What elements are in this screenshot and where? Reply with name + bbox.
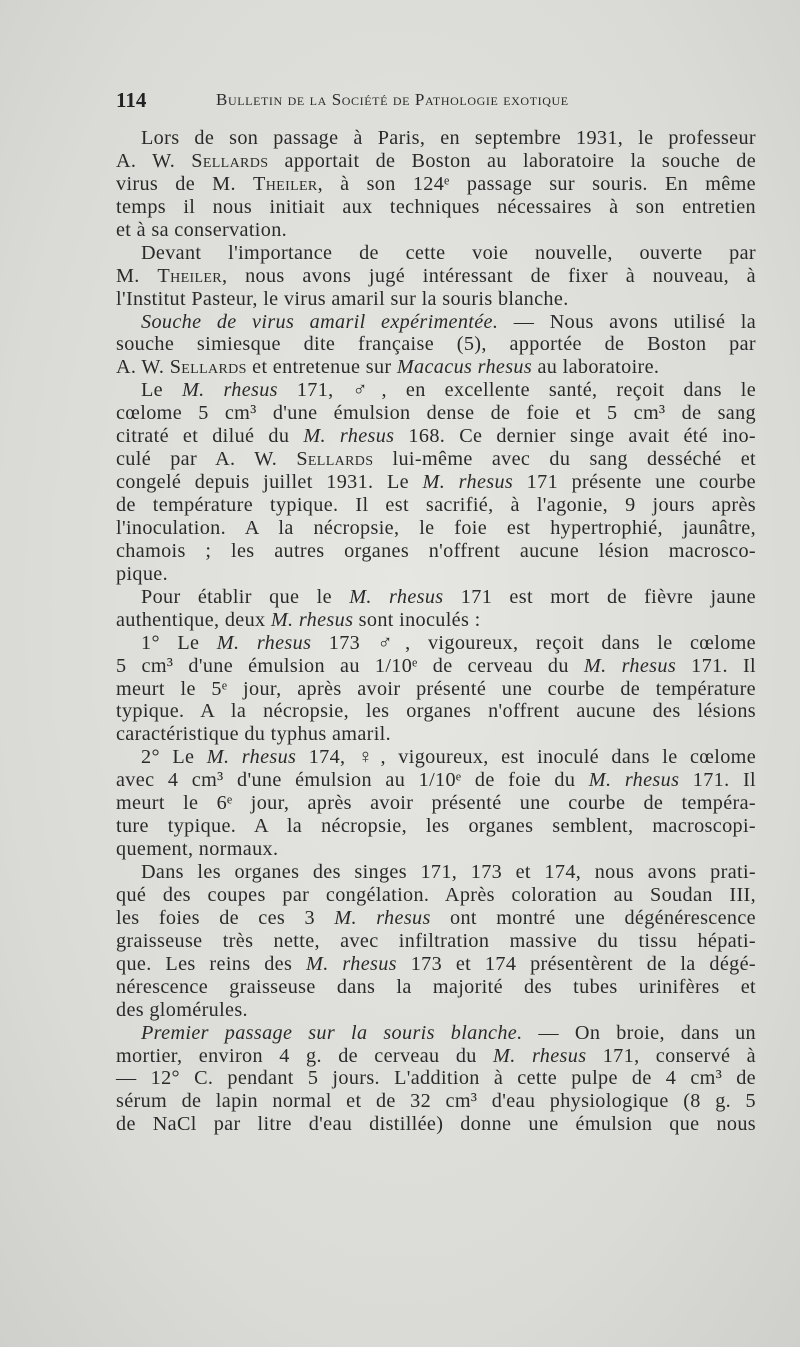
text-segment: de température typique. Il est sacrifié, à l'agonie, 9 jours après — [116, 494, 756, 516]
page-number: 114 — [116, 88, 147, 112]
text-segment: , à son 124ᵉ passage sur souris. En même — [317, 172, 756, 195]
text-segment: caractéristique du typhus amaril. — [116, 723, 392, 746]
text-line — [116, 586, 756, 609]
italic-text: Souche de virus amaril expérimentée. — [141, 310, 499, 333]
small-caps-name: Sellards — [296, 448, 374, 471]
text-line — [116, 907, 756, 930]
italic-text: M. rhesus — [349, 585, 444, 608]
italic-text: M. rhesus — [206, 746, 297, 769]
text-segment: lui-même avec du sang desséché et — [373, 448, 757, 471]
text-segment: ture typique. A la nécropsie, les organes semblent, macroscopi- — [116, 815, 756, 838]
text-segment: nérescence graisseuse dans la majorité des tubes urinifères et — [116, 975, 756, 998]
text-line — [116, 494, 756, 517]
text-segment: et à sa conservation. — [116, 218, 288, 241]
italic-text: Macacus rhesus — [396, 356, 533, 379]
text-line — [116, 609, 756, 632]
text-segment: l'Institut Pasteur, le virus amaril sur la souris blanche. — [116, 287, 569, 310]
text-segment: — On broie, dans un — [522, 1021, 756, 1044]
page-header — [116, 88, 670, 112]
text-line — [116, 1045, 756, 1068]
text-line — [116, 815, 756, 838]
text-segment: et entretenue sur — [246, 356, 397, 379]
text-line — [116, 838, 756, 861]
text-line — [116, 311, 756, 334]
text-segment: 1° Le — [141, 631, 217, 654]
text-segment: l'inoculation. A la nécropsie, le foie est hypertrophié, jaunâtre, — [116, 516, 756, 539]
italic-text: M. rhesus — [306, 952, 397, 975]
text-segment: chamois ; les autres organes n'offrent aucune lésion macrosco- — [116, 539, 756, 562]
text-segment: avec 4 cm³ d'une émulsion au 1/10ᵉ de foie du — [116, 769, 589, 792]
text-segment: quement, normaux. — [116, 838, 279, 861]
text-segment: — 12° C. pendant 5 jours. L'addition à cette pulpe de 4 cm³ de — [116, 1067, 756, 1090]
italic-text: M. rhesus — [303, 425, 395, 448]
text-segment: sont inoculés : — [353, 608, 481, 631]
text-line — [116, 999, 756, 1022]
text-segment: meurt le 6ᵉ jour, après avoir présenté une courbe de tempéra- — [116, 792, 756, 815]
text-line — [116, 219, 756, 242]
text-segment: 173 ♂, vigoureux, reçoit dans le cœlome — [311, 631, 756, 654]
text-line — [116, 1022, 756, 1045]
small-caps-name: Sellards — [169, 356, 247, 379]
text-line — [116, 930, 756, 953]
text-segment: 171. Il — [679, 769, 756, 792]
text-line — [116, 448, 756, 471]
text-segment: 171. Il — [676, 654, 756, 677]
text-line — [116, 288, 756, 311]
italic-text: M. rhesus — [181, 379, 278, 402]
running-title: Bulletin de la Société de Pathologie exotique — [216, 90, 569, 109]
text-segment: typique. A la nécropsie, les organes n'offrent aucune des lésions — [116, 700, 756, 723]
text-line — [116, 1067, 756, 1090]
text-line — [116, 953, 756, 976]
text-line — [116, 976, 756, 999]
text-segment: authentique, deux — [116, 608, 271, 631]
text-segment: les foies de ces 3 — [116, 906, 335, 929]
text-line — [116, 792, 756, 815]
text-segment: , nous avons jugé intéressant de fixer à nouveau, à — [221, 264, 756, 287]
text-line — [116, 402, 756, 425]
text-line — [116, 173, 756, 196]
text-line — [116, 563, 756, 586]
text-segment: meurt le 5ᵉ jour, après avoir présenté une courbe de température — [116, 677, 756, 700]
text-segment: A. W. — [116, 356, 170, 379]
small-caps-name: Theiler — [253, 172, 318, 195]
text-line — [116, 242, 756, 265]
text-line — [116, 746, 756, 769]
text-segment: ont montré une dégénérescence — [430, 906, 756, 929]
text-segment: Lors de son passage à Paris, en septembre 1931, le professeur — [141, 127, 756, 149]
text-segment: virus de M. — [116, 172, 254, 195]
text-segment: sérum de lapin normal et de 32 cm³ d'eau physiologique (8 g. 5 — [116, 1090, 756, 1113]
text-segment: cœlome 5 cm³ d'une émulsion dense de foie et 5 cm³ de sang — [116, 402, 756, 425]
text-segment: M. — [116, 264, 158, 287]
italic-text: M. rhesus — [583, 654, 677, 677]
text-line — [116, 127, 756, 150]
text-line — [116, 700, 756, 723]
text-segment: de NaCl par litre d'eau distillée) donne une émulsion que nous — [116, 1113, 756, 1136]
italic-text: M. rhesus — [588, 769, 680, 792]
text-segment: 171, conservé à — [586, 1044, 756, 1067]
italic-text: M. rhesus — [216, 631, 312, 654]
text-segment: 174, ♀, vigoureux, est inoculé dans le cœlome — [296, 746, 757, 769]
text-line — [116, 861, 756, 884]
text-segment: citraté et dilué du — [116, 425, 304, 448]
text-segment: Devant l'importance de cette voie nouvelle, ouverte par — [141, 241, 756, 264]
text-line — [116, 632, 756, 655]
text-line — [116, 356, 756, 379]
text-segment: 171, ♂, en excellente santé, reçoit dans le — [277, 379, 757, 402]
text-segment: culé par A. W. — [116, 448, 297, 471]
italic-text: M. rhesus — [334, 906, 431, 929]
text-segment: que. Les reins des — [116, 952, 307, 975]
text-segment: 168. Ce dernier singe avait été ino- — [394, 425, 756, 448]
text-line — [116, 540, 756, 563]
text-line — [116, 723, 756, 746]
italic-text: M. rhesus — [270, 608, 354, 631]
text-line — [116, 333, 756, 356]
text-segment: 171 est mort de fièvre jaune — [443, 585, 756, 608]
text-line — [116, 379, 756, 402]
text-line — [116, 678, 756, 701]
text-line — [116, 884, 756, 907]
text-segment: souche simiesque dite française (5), apportée de Boston par — [116, 333, 756, 356]
text-segment: mortier, environ 4 g. de cerveau du — [116, 1044, 494, 1067]
text-line — [116, 517, 756, 540]
text-segment: Le — [141, 379, 182, 402]
small-caps-name: Sellards — [191, 149, 269, 172]
text-segment: 2° Le — [141, 746, 207, 769]
text-segment: 173 et 174 présentèrent de la dégé- — [396, 952, 756, 975]
text-segment: pique. — [116, 562, 168, 585]
text-segment: Pour établir que le — [141, 585, 350, 608]
italic-text: M. rhesus — [422, 471, 514, 494]
italic-text: Premier passage sur la souris blanche. — [141, 1021, 523, 1044]
small-caps-name: Theiler — [157, 264, 222, 287]
text-segment: temps il nous initiait aux techniques nécessaires à son entretien — [116, 195, 756, 218]
text-segment: apportait de Boston au laboratoire la souche de — [268, 149, 757, 172]
text-line — [116, 425, 756, 448]
text-segment: des glomérules. — [116, 998, 248, 1021]
text-segment: A. W. — [116, 149, 192, 172]
body-text — [116, 127, 756, 1136]
text-line — [116, 196, 756, 219]
text-segment: qué des coupes par congélation. Après coloration au Soudan III, — [116, 883, 756, 906]
text-line — [116, 1090, 756, 1113]
text-line — [116, 150, 756, 173]
text-segment: 171 présente une courbe — [513, 471, 756, 494]
text-line — [116, 265, 756, 288]
text-segment: 5 cm³ d'une émulsion au 1/10ᵉ de cerveau du — [116, 654, 584, 677]
text-segment: — Nous avons utilisé la — [498, 310, 757, 333]
text-segment: graisseuse très nette, avec infiltration massive du tissu hépati- — [116, 929, 756, 952]
text-line — [116, 1113, 756, 1136]
italic-text: M. rhesus — [493, 1044, 587, 1067]
text-line — [116, 769, 756, 792]
text-segment: au laboratoire. — [532, 356, 660, 379]
text-segment: Dans les organes des singes 171, 173 et 174, nous avons prati- — [141, 861, 756, 883]
text-line — [116, 471, 756, 494]
text-segment: congelé depuis juillet 1931. Le — [116, 471, 423, 494]
text-line — [116, 655, 756, 678]
